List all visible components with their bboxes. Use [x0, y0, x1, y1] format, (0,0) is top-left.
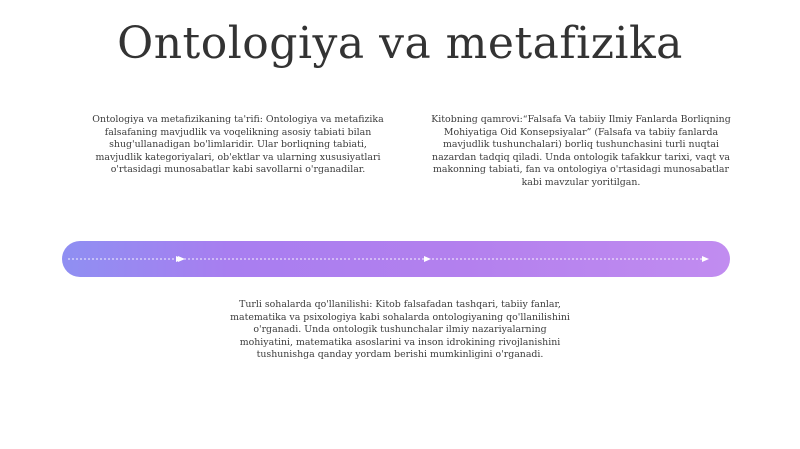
- arrow-right-icon: [424, 256, 431, 262]
- timeline-bar: [62, 241, 730, 277]
- arrow-right-icon: [178, 256, 185, 262]
- timeline-track: [62, 241, 730, 277]
- applications-text: Turli sohalarda qo'llanilishi: Kitob falsafadan tashqari, tabiiy fanlar, matematika va psixologiya kabi sohalarda ontologiyaning qo'llanilishini o'rganadi. Unda ontologik tushunchalar ilmiy nazariyalarning mohiyatini, matematika asoslarini va inson idrokining rivojlanishini tushunishga qanday yordam berishi mumkinligini o'rganadi.: [230, 299, 570, 360]
- slide-title: Ontologiya va metafizika: [117, 18, 683, 69]
- definition-text: Ontologiya va metafizikaning ta'rifi: Ontologiya va metafizika falsafaning mavjudlik va voqelikning asosiy tabiati bilan shug'ullanadigan bo'limlaridir. Ular borliqning tabiati, mavjudlik kategoriyalari, ob'ektlar va ularning xususiyatlari o'rtasidagi munosabatlar kabi savollarni o'rganadilar.: [92, 114, 384, 175]
- arrow-right-icon: [702, 256, 709, 262]
- book-scope-text: Kitobning qamrovi:“Falsafa Va tabiiy Ilmiy Fanlarda Borliqning Mohiyatiga Oid Konsepsiyalar” (Falsafa va tabiiy fanlarda mavjudlik tushunchalari) borliq tushunchasini turli nuqtai nazardan tadqiq qiladi. Unda ontologik tafakkur tarixi, vaqt va makonning tabiati, fan va ontologiya o'rtasidagi munosabatlar kabi mavzular yoritilgan.: [431, 114, 731, 188]
